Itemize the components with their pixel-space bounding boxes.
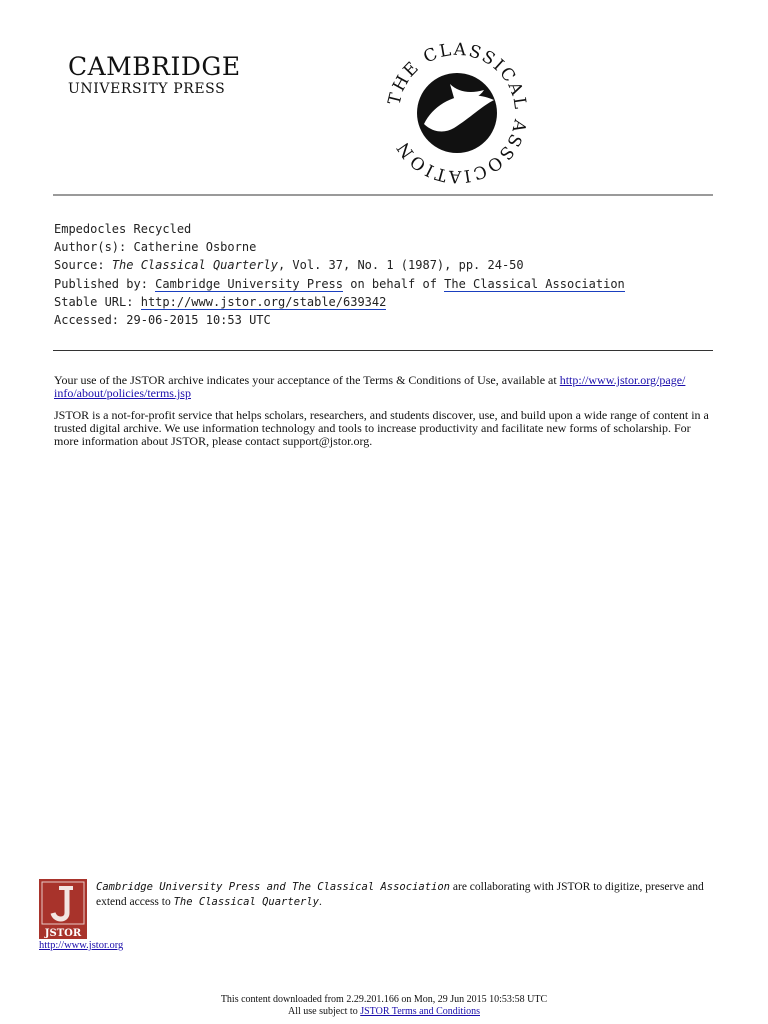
publisher-subtitle: UNIVERSITY PRESS bbox=[68, 81, 226, 97]
collab-journal: The Classical Quarterly bbox=[173, 896, 319, 908]
author-label: Author(s): bbox=[54, 240, 127, 255]
accessed-row bbox=[54, 311, 625, 329]
collab-orgs: Cambridge University Press and The Classical Association bbox=[96, 881, 451, 893]
source-row bbox=[54, 256, 625, 274]
collab-text: are collaborating with JSTOR to digitize, preserve and extend access to bbox=[96, 881, 704, 908]
header-divider bbox=[53, 194, 713, 196]
on-behalf-text: on behalf of bbox=[343, 276, 445, 291]
accessed-label: Accessed: bbox=[54, 313, 120, 328]
stable-url-label: Stable URL: bbox=[54, 294, 134, 309]
jstor-logo-icon bbox=[39, 879, 87, 939]
published-row bbox=[54, 275, 625, 293]
use-line bbox=[0, 1006, 768, 1018]
metadata-divider bbox=[53, 350, 713, 351]
jstor-logo-text: JSTOR bbox=[44, 928, 82, 939]
download-line: This content downloaded from 2.29.201.166 on Mon, 29 Jun 2015 10:53:58 UTC bbox=[220, 994, 548, 1005]
publisher-link[interactable]: Cambridge University Press bbox=[155, 276, 343, 291]
collaboration-note bbox=[96, 880, 716, 910]
seal-text: THE CLASSICAL ASSOCIATION bbox=[384, 40, 530, 186]
article-title: Empedocles Recycled bbox=[54, 222, 192, 236]
author-row bbox=[54, 238, 625, 256]
association-link[interactable]: The Classical Association bbox=[444, 276, 625, 291]
publisher-logo bbox=[68, 54, 258, 97]
terms-link-line1[interactable]: http://www.jstor.org/page/ bbox=[559, 373, 686, 387]
terms-text: Your use of the JSTOR archive indicates your acceptance of the Terms & Conditions of Use, available at bbox=[54, 373, 560, 387]
association-seal-icon bbox=[384, 40, 530, 186]
stable-url-link[interactable]: http://www.jstor.org/stable/639342 bbox=[140, 294, 387, 309]
author-name: Catherine Osborne bbox=[133, 240, 257, 255]
publisher-name: CAMBRIDGE bbox=[68, 52, 241, 81]
download-info bbox=[0, 994, 768, 1017]
published-label: Published by: bbox=[54, 276, 148, 291]
use-prefix: All use subject to bbox=[288, 1005, 361, 1017]
jstor-terms-link[interactable]: JSTOR Terms and Conditions bbox=[360, 1005, 480, 1017]
terms-link-line2[interactable]: info/about/policies/terms.jsp bbox=[54, 386, 191, 400]
source-label: Source: bbox=[54, 258, 105, 273]
jstor-about-paragraph: JSTOR is a not-for-profit service that helps scholars, researchers, and students discover, use, and build upon a wide range of content in a trusted digital archive. We use information technology and tools to increase productivity and facilitate new forms of scholarship. For more information about JSTOR, please contact support@jstor.org. bbox=[54, 408, 709, 448]
journal-name: The Classical Quarterly bbox=[111, 258, 278, 273]
collab-end: . bbox=[319, 896, 322, 908]
stable-url-row bbox=[54, 293, 625, 311]
accessed-date: 29-06-2015 10:53 UTC bbox=[126, 313, 271, 328]
citation-metadata bbox=[54, 220, 625, 329]
terms-notice bbox=[54, 374, 714, 457]
source-details: , Vol. 37, No. 1 (1987), pp. 24-50 bbox=[277, 258, 524, 273]
jstor-home-link[interactable]: http://www.jstor.org bbox=[39, 940, 124, 951]
terms-paragraph bbox=[54, 374, 714, 400]
